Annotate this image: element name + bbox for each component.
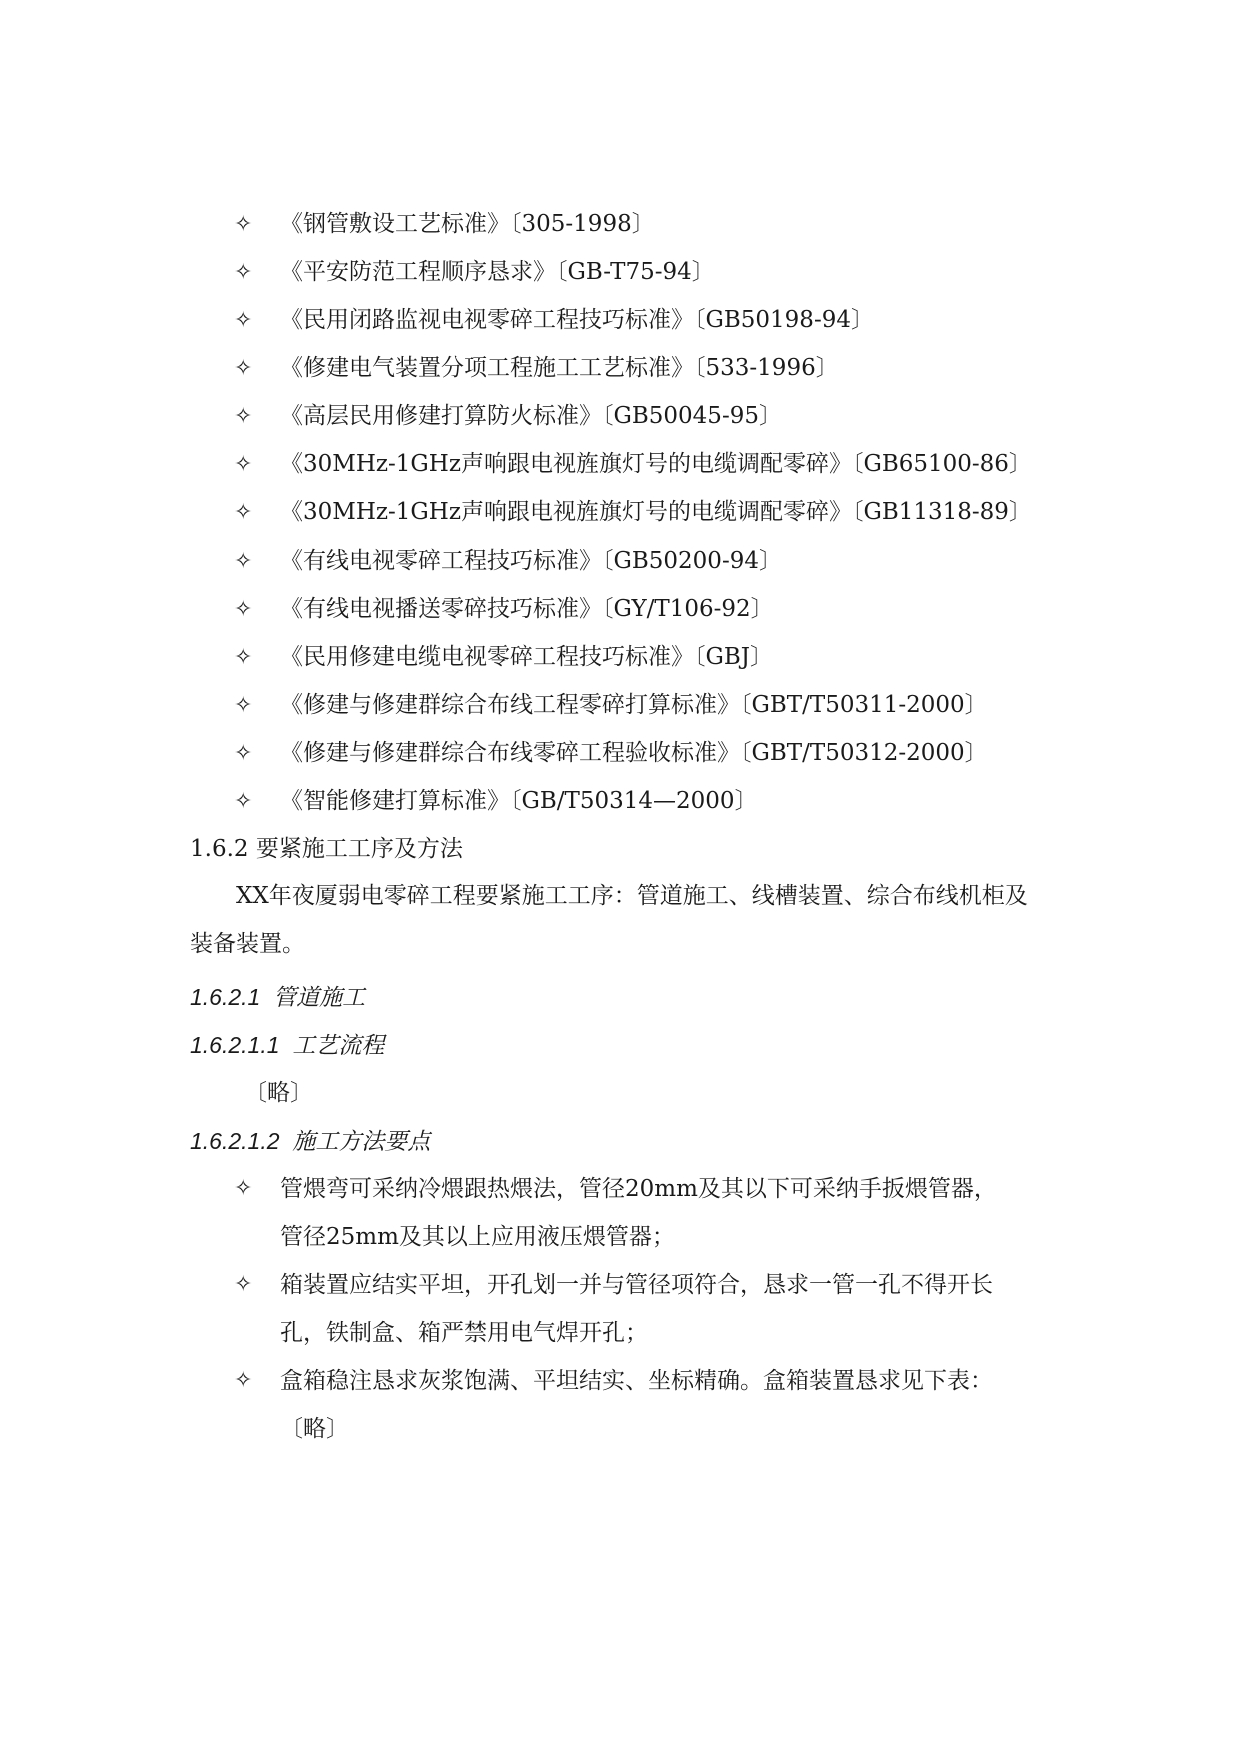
subheading-number: 1.6.2.1.1: [190, 1032, 280, 1058]
list-item: [234, 305, 874, 336]
list-item: [234, 546, 782, 577]
point-line: 箱装置应结实平坦，开孔划一并与管径项符合，恳求一管一孔不得开长: [280, 1272, 993, 1298]
diamond-bullet-icon: ✧: [234, 404, 253, 429]
standard-text: 《民用修建电缆电视零碎工程技巧标准》〔GBJ〕: [280, 644, 773, 670]
diamond-bullet-icon: ✧: [234, 1176, 253, 1201]
point-line: 管煨弯可采纳冷煨跟热煨法，管径20mm及其以下可采纳手扳煨管器，: [280, 1176, 997, 1202]
list-item: [234, 257, 715, 288]
list-item: [234, 449, 1032, 480]
standard-text: 《有线电视零碎工程技巧标准》〔GB50200-94〕: [280, 548, 782, 574]
intro-paragraph: XX年夜厦弱电零碎工程要紧施工工序：管道施工、线槽装置、综合布线机柜及装备装置。: [190, 883, 1028, 957]
standard-text: 《修建与修建群综合布线工程零碎打算标准》〔GBT/T50311-2000〕: [280, 692, 988, 718]
subheading-number: 1.6.2.1: [190, 984, 261, 1010]
standard-text: 《修建电气装置分项工程施工工艺标准》〔533-1996〕: [280, 355, 839, 381]
list-item: [234, 642, 773, 673]
standard-text: 《高层民用修建打算防火标准》〔GB50045-95〕: [280, 403, 782, 429]
list-item: [234, 690, 988, 721]
list-item: [234, 497, 1032, 528]
diamond-bullet-icon: ✧: [234, 693, 253, 718]
subheading-title: 工艺流程: [292, 1032, 385, 1058]
list-item: [234, 401, 782, 432]
standard-text: 《平安防范工程顺序恳求》〔GB-T75-94〕: [280, 259, 715, 285]
standard-text: 《钢管敷设工艺标准》〔305-1998〕: [280, 211, 655, 237]
diamond-bullet-icon: ✧: [234, 645, 253, 670]
list-item: [234, 594, 774, 625]
diamond-bullet-icon: ✧: [234, 308, 253, 333]
point-line: 〔略〕: [280, 1416, 349, 1442]
diamond-bullet-icon: ✧: [234, 260, 253, 285]
standard-text: 《30MHz-1GHz声响跟电视旌旗灯号的电缆调配零碎》〔GB11318-89〕: [280, 499, 1032, 525]
section-heading: 1.6.2 要紧施工工序及方法: [190, 836, 463, 862]
diamond-bullet-icon: ✧: [234, 356, 253, 381]
subheading-title: 管道施工: [273, 984, 366, 1010]
point-line: 盒箱稳注恳求灰浆饱满、平坦结实、坐标精确。盒箱装置恳求见下表：: [280, 1368, 993, 1394]
omitted-note: 〔略〕: [244, 1080, 313, 1106]
standard-text: 《智能修建打算标准》〔GB/T50314—2000〕: [280, 788, 758, 814]
subheading-1: [190, 982, 365, 1012]
standard-text: 《修建与修建群综合布线零碎工程验收标准》〔GBT/T50312-2000〕: [280, 740, 988, 766]
method-point: [234, 1165, 1074, 1261]
subheading-number: 1.6.2.1.2: [190, 1128, 280, 1154]
list-item: [234, 786, 758, 817]
diamond-bullet-icon: ✧: [234, 597, 253, 622]
method-point: [234, 1261, 1074, 1357]
point-line: 孔，铁制盒、箱严禁用电气焊开孔；: [280, 1320, 648, 1346]
list-item: [234, 738, 988, 769]
subheading-title: 施工方法要点: [292, 1128, 431, 1154]
standard-text: 《有线电视播送零碎技巧标准》〔GY/T106-92〕: [280, 596, 774, 622]
subheading-1-2: [190, 1126, 430, 1156]
diamond-bullet-icon: ✧: [234, 549, 253, 574]
standard-text: 《民用闭路监视电视零碎工程技巧标准》〔GB50198-94〕: [280, 307, 874, 333]
diamond-bullet-icon: ✧: [234, 212, 253, 237]
standard-text: 《30MHz-1GHz声响跟电视旌旗灯号的电缆调配零碎》〔GB65100-86〕: [280, 451, 1032, 477]
subheading-1-1: [190, 1030, 384, 1060]
list-item: [234, 209, 655, 240]
list-item: [234, 353, 839, 384]
point-line: 管径25mm及其以上应用液压煨管器；: [280, 1224, 675, 1250]
diamond-bullet-icon: ✧: [234, 1368, 253, 1393]
diamond-bullet-icon: ✧: [234, 500, 253, 525]
diamond-bullet-icon: ✧: [234, 741, 253, 766]
method-point: [234, 1357, 1074, 1453]
diamond-bullet-icon: ✧: [234, 452, 253, 477]
diamond-bullet-icon: ✧: [234, 789, 253, 814]
diamond-bullet-icon: ✧: [234, 1272, 253, 1297]
